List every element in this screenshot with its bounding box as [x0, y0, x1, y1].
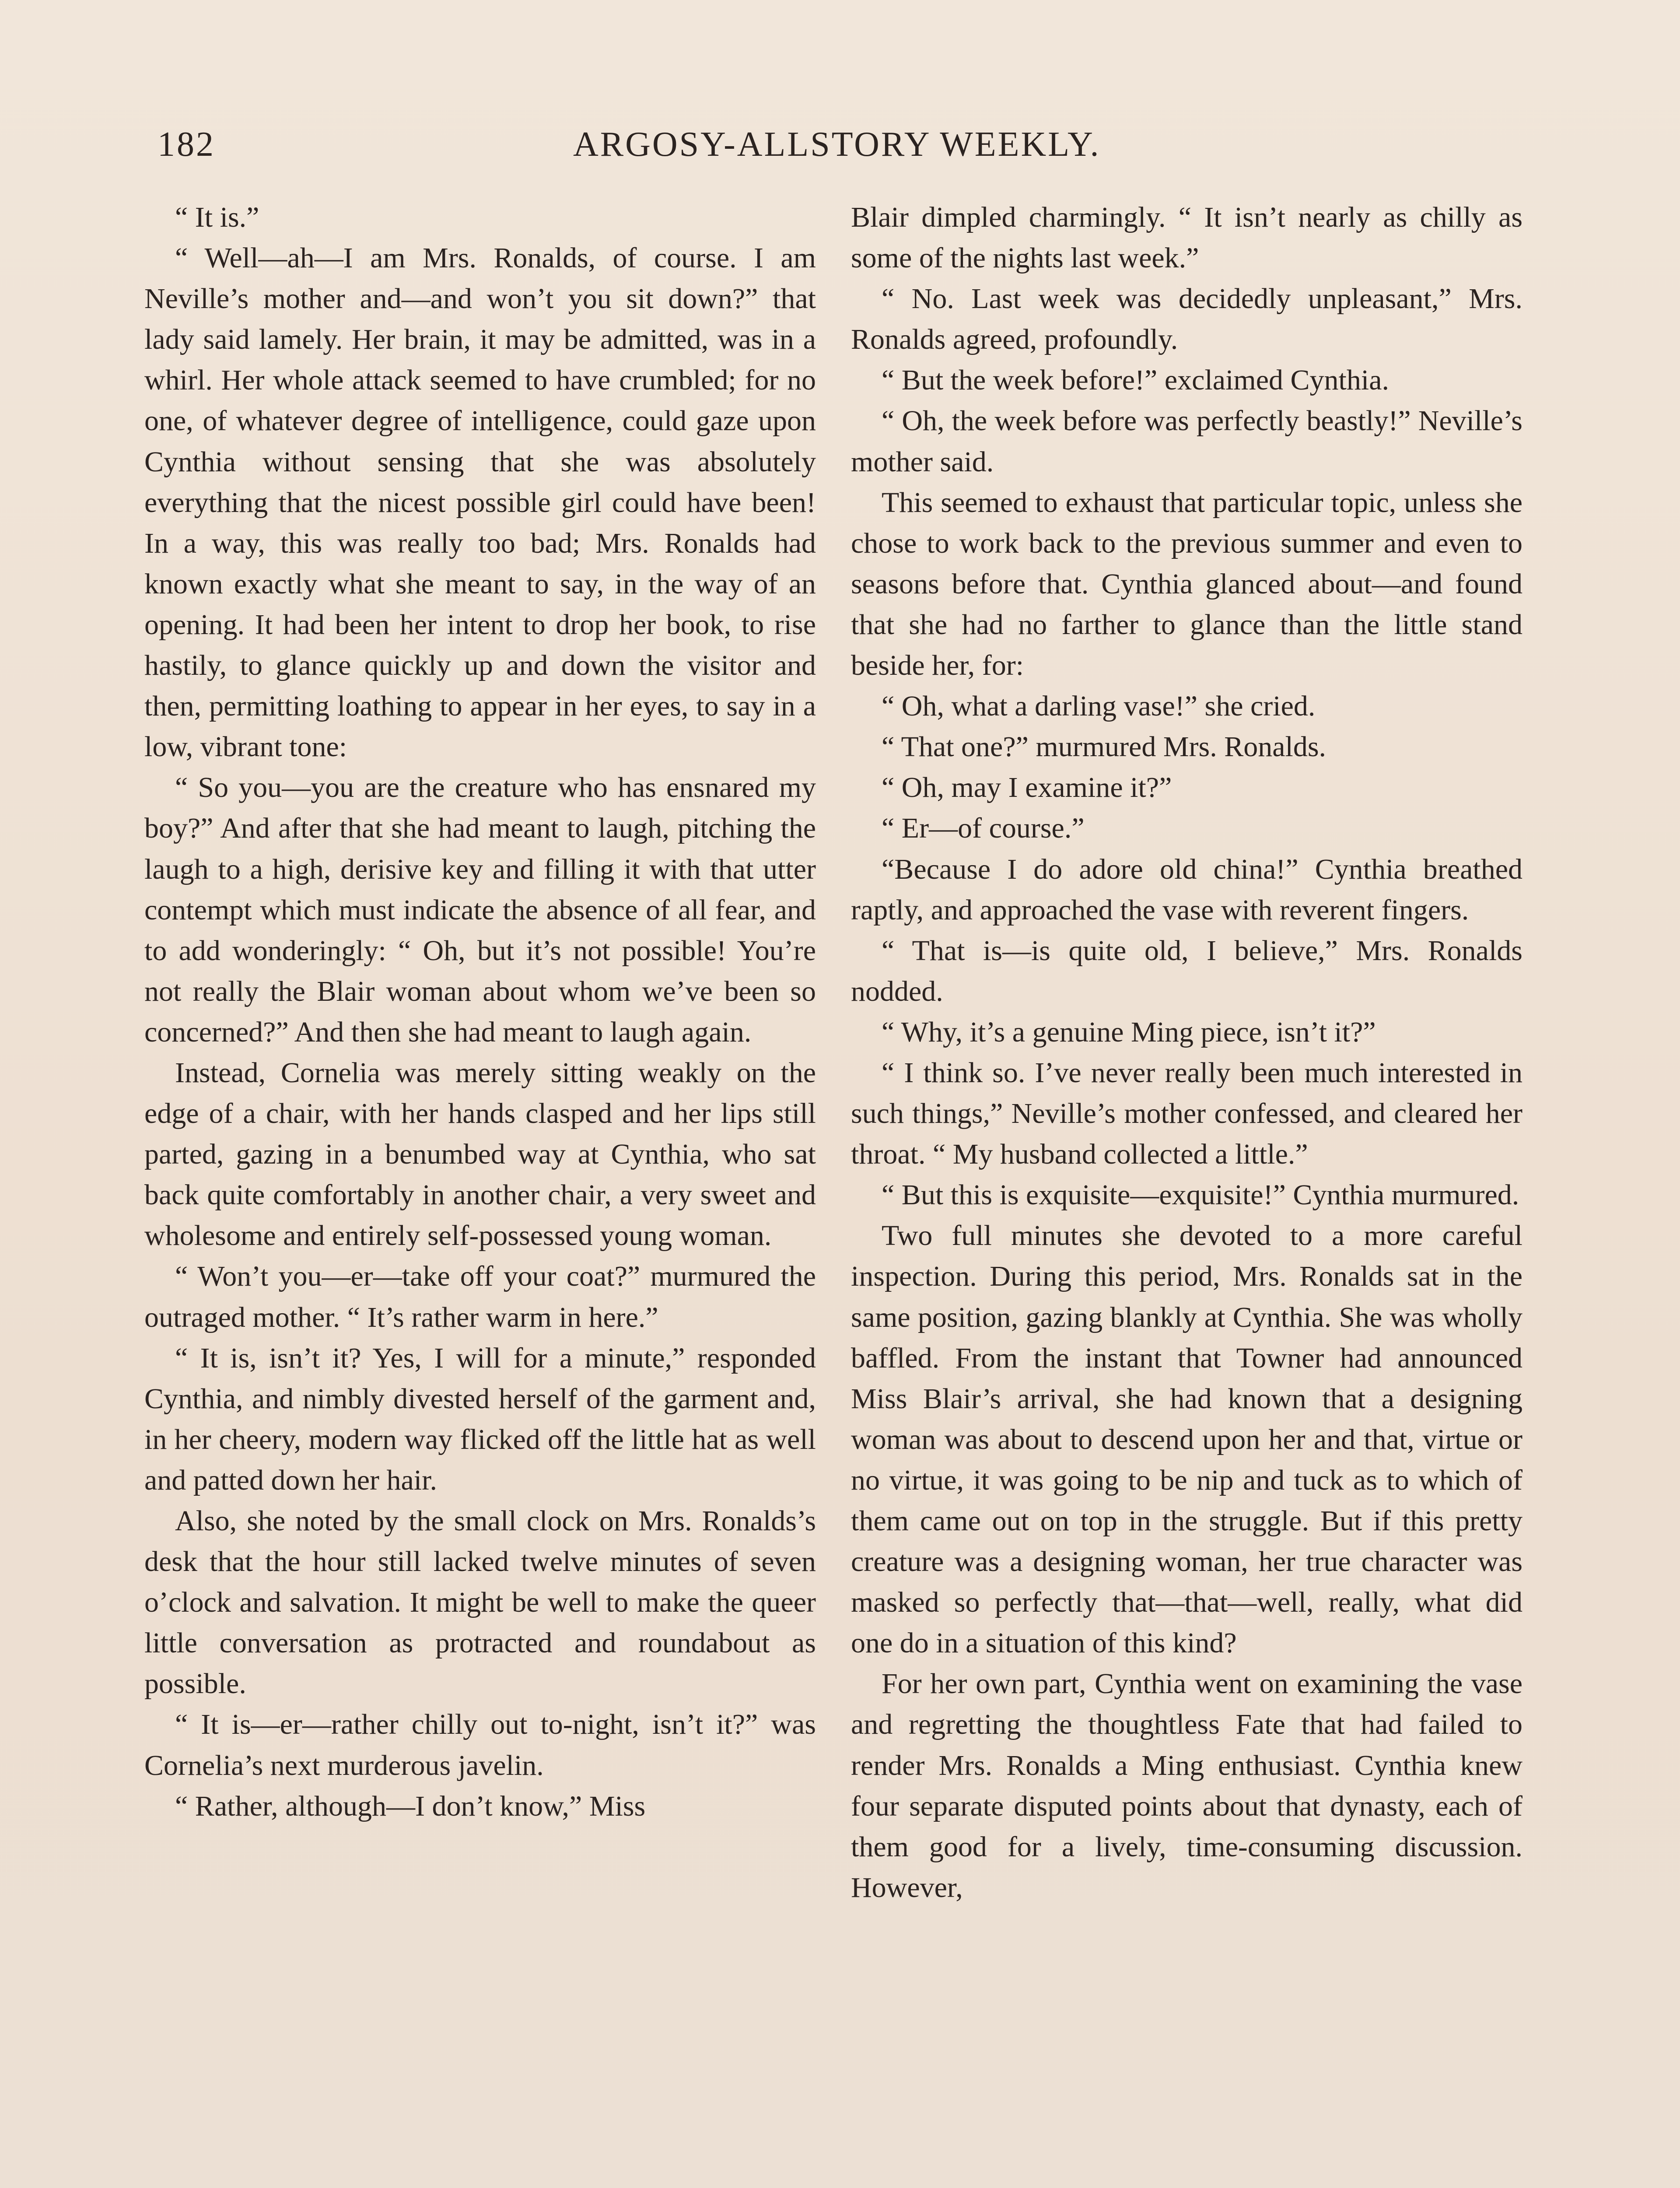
paragraph: “ Oh, may I examine it?”: [882, 771, 1172, 804]
paragraph: “ So you—you are the creature who has ensnared my boy?” And after that she had meant to laugh, pitching the laugh to a high, derisive key and filling it with that utter contempt which must indicate the absence of all fear, and to add wonderingly: “ Oh, but it’s not possible! You’re not really the Blair woman about whom we’ve been so concerned?” And then she had meant to laugh again.: [144, 771, 816, 1048]
paragraph: “ That one?” murmured Mrs. Ronalds.: [882, 731, 1326, 763]
paragraph: For her own part, Cynthia went on examining the vase and regretting the thoughtless Fate that had failed to render Mrs. Ronalds a Ming enthusiast. Cynthia knew four separate disputed points about that dynasty, each of them good for a lively, time-consuming discussion. However,: [851, 1668, 1522, 1904]
paragraph: “ Won’t you—er—take off your coat?” murmured the outraged mother. “ It’s rather warm in here.”: [144, 1260, 816, 1333]
paragraph: “ That is—is quite old, I believe,” Mrs. Ronalds nodded.: [851, 934, 1522, 1007]
left-column: [144, 197, 816, 1827]
paragraph: “ Well—ah—I am Mrs. Ronalds, of course. I am Neville’s mother and—and won’t you sit down?” that lady said lamely. Her brain, it may be admitted, was in a whirl. Her whole attack seemed to have crumbled; for no one, of whatever degree of intelligence, could gaze upon Cynthia without sensing that she was absolutely everything that the nicest possible girl could have been! In a way, this was really too bad; Mrs. Ronalds had known exactly what she meant to say, in the way of an opening. It had been her intent to drop her book, to rise hastily, to glance quickly up and down the visitor and then, permitting loathing to appear in her eyes, to say in a low, vibrant tone:: [144, 242, 816, 763]
paragraph: “ It is—er—rather chilly out to-night, isn’t it?” was Cornelia’s next murderous javelin.: [144, 1708, 816, 1781]
paragraph: “ It is, isn’t it? Yes, I will for a minute,” responded Cynthia, and nimbly divested herself of the garment and, in her cheery, modern way flicked off the little hat as well and patted down her hair.: [144, 1342, 816, 1496]
paragraph: “ Oh, what a darling vase!” she cried.: [882, 690, 1316, 722]
paragraph: This seemed to exhaust that particular topic, unless she chose to work back to the previous summer and even to seasons before that. Cynthia glanced about—and found that she had no farther to glance than the little stand beside her, for:: [851, 486, 1522, 682]
paragraph: Two full minutes she devoted to a more careful inspection. During this period, Mrs. Ronalds sat in the same position, gazing blankly at Cynthia. She was wholly baffled. From the instant that Towner had announced Miss Blair’s arrival, she had known that a designing woman was about to descend upon her and that, virtue or no virtue, it was going to be nip and tuck as to which of them came out on top in the struggle. But if this pretty creature was a designing woman, her true character was masked so perfectly that—that—well, really, what did one do in a situation of this kind?: [851, 1220, 1522, 1659]
paragraph: Blair dimpled charmingly. “ It isn’t nearly as chilly as some of the nights last week.”: [851, 201, 1522, 274]
paragraph: “ Oh, the week before was perfectly beastly!” Neville’s mother said.: [851, 405, 1522, 478]
paragraph: “ But this is exquisite—exquisite!” Cynthia murmured.: [882, 1179, 1519, 1211]
paragraph: “ Er—of course.”: [882, 812, 1085, 845]
paragraph: “ I think so. I’ve never really been much interested in such things,” Neville’s mother confessed, and cleared her throat. “ My husband collected a little.”: [851, 1056, 1522, 1171]
paragraph: “ Rather, although—I don’t know,” Miss: [175, 1790, 646, 1822]
paragraph: “ But the week before!” exclaimed Cynthia.: [882, 364, 1390, 396]
paragraph: Also, she noted by the small clock on Mrs. Ronalds’s desk that the hour still lacked twelve minutes of seven o’clock and salvation. It might be well to make the queer little conversation as protracted and roundabout as possible.: [144, 1505, 816, 1700]
paragraph: “ It is.”: [175, 201, 259, 233]
page-number: 182: [158, 125, 215, 164]
paragraph: Instead, Cornelia was merely sitting weakly on the edge of a chair, with her hands clasped and her lips still parted, gazing in a benumbed way at Cynthia, who sat back quite comfortably in another chair, a very sweet and wholesome and entirely self-possessed young woman.: [144, 1056, 816, 1252]
paragraph: “ No. Last week was decidedly unpleasant,” Mrs. Ronalds agreed, profoundly.: [851, 283, 1522, 356]
running-title: ARGOSY-ALLSTORY WEEKLY.: [573, 125, 1101, 164]
running-header: [158, 125, 1531, 177]
paragraph: “Because I do adore old china!” Cynthia breathed raptly, and approached the vase with reverent fingers.: [851, 853, 1522, 926]
paragraph: “ Why, it’s a genuine Ming piece, isn’t it?”: [882, 1016, 1376, 1048]
right-column: [851, 197, 1522, 1908]
